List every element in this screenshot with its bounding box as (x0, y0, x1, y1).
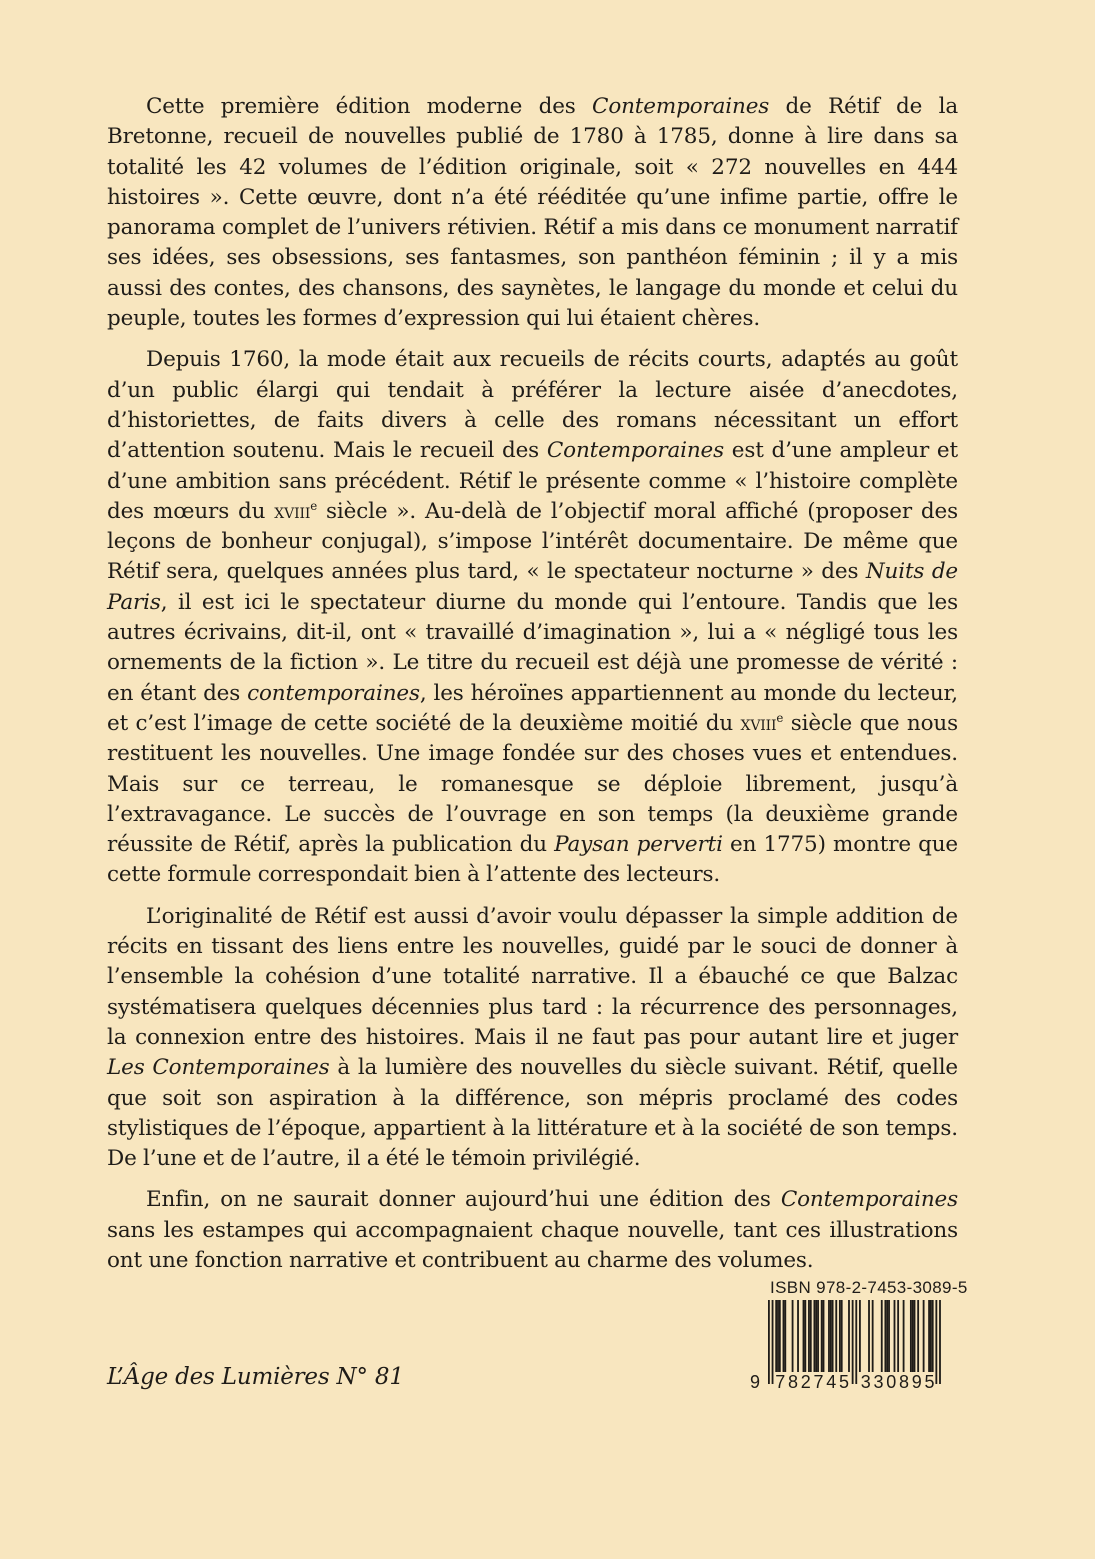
barcode-bar (817, 1300, 819, 1372)
barcode-bar (932, 1300, 934, 1372)
barcode-digit: 7 (813, 1372, 824, 1390)
paragraph-text: à la lumière des nouvelles du siècle suivant. Rétif, quelle que soit son aspiration à la différence, son mépris proclamé des codes stylistiques de l’époque, appartient à la littérature et à la société de son temps. De l’une et de l’autre, il a été le témoin privilégié. (107, 1055, 958, 1172)
barcode-bar (884, 1300, 886, 1372)
barcode-bar (839, 1300, 841, 1372)
barcode-bar (939, 1300, 941, 1384)
barcode-bar (859, 1300, 861, 1372)
back-cover-text (107, 92, 958, 1287)
ean13-barcode (744, 1300, 955, 1390)
barcode-bar (815, 1300, 817, 1372)
barcode-bar (830, 1300, 832, 1372)
barcode-bar (897, 1300, 899, 1372)
barcode-bar (912, 1300, 914, 1372)
barcode-bar (821, 1300, 823, 1372)
superscript-text: e (310, 498, 318, 513)
barcode-bar (804, 1300, 806, 1372)
paragraph-2 (107, 345, 958, 890)
paragraph-text: de Rétif de la Bretonne, recueil de nouvelles publié de 1780 à 1785, donne à lire dans sa totalité les 42 volumes de l’édition originale, soit « 272 nouvelles en 444 histoires ». Cette œuvre, dont n’a été rééditée qu’une infime partie, offre le panorama complet de l’univers rétivien. Rétif a mis dans ce monument narratif ses idées, ses obsessions, ses fantasmes, son panthéon féminin ; il y a mis aussi des contes, des chansons, des saynètes, le langage du monde et celui du peuple, toutes les formes d’expression qui lui étaient chères. (107, 94, 958, 332)
barcode-digit: 7 (775, 1372, 786, 1390)
paragraph-text: Enfin, on ne saurait donner aujourd’hui une édition des (146, 1187, 781, 1213)
series-title: L’Âge des Lumières N° 81 (107, 1364, 404, 1390)
paragraph-text: , il est ici le spectateur diurne du monde qui l’entoure. Tandis que les autres écrivains, dit-il, ont « travaillé d’imagination », lui a « négligé tous les ornements de la fiction ». Le titre du recueil est déjà une promesse de vérité : en étant des (107, 589, 958, 706)
barcode-digit: 3 (873, 1372, 884, 1390)
barcode-digit: 2 (800, 1372, 811, 1390)
italic-text: Contemporaines (592, 94, 770, 119)
barcode-bar (872, 1300, 874, 1372)
barcode-digit: 8 (899, 1372, 910, 1390)
barcode-bar (910, 1300, 912, 1372)
small-caps-text: xviii (274, 499, 311, 523)
barcode-bar (868, 1300, 870, 1372)
paragraph-text: siècle ». Au-delà de l’objectif moral affiché (proposer des leçons de bonheur conjugal), s’impose l’intérêt documentaire. De même que Rétif sera, quelques années plus tard, « le spectateur nocturne » des (107, 498, 959, 585)
barcode-bar (928, 1300, 930, 1372)
italic-text: Paysan perverti (554, 832, 723, 858)
paragraph-text: Cette première édition moderne des (146, 94, 593, 119)
paragraph-text: est d’une ampleur et d’une ambition sans précédent. Rétif le présente comme « l’histoire complète des mœurs du (107, 438, 958, 524)
barcode-bar (777, 1300, 779, 1372)
italic-text: Les Contemporaines (107, 1055, 330, 1081)
barcode-bar (810, 1300, 812, 1372)
paragraph-text: siècle que nous restituent les nouvelles. Une image fondée sur des choses vues et entendues. Mais sur ce terreau, le romanesque se déploie librement, jusqu’à l’extravagance. Le succès de l’ouvrage en son temps (la deuxième grande réussite de Rétif, après la publication du (107, 710, 958, 858)
barcode-bar (784, 1300, 786, 1372)
barcode-bar (783, 1300, 785, 1372)
barcode-bar (852, 1300, 854, 1384)
paragraph-text: en 1775) montre que cette formule correspondait bien à l’attente des lecteurs. (107, 832, 958, 888)
isbn-label: ISBN 978-2-7453-3089-5 (770, 1278, 968, 1297)
paragraph-text: L’originalité de Rétif est aussi d’avoir voulu dépasser la simple addition de récits en tissant des liens entre les nouvelles, guidé par le souci de donner à l’ensemble la cohésion d’une totalité narrative. Il a ébauché ce que Balzac systématisera quelques décennies plus tard : la récurrence des personnages, la connexion entre des histoires. Mais il ne faut pas pour autant lire et juger (107, 903, 958, 1050)
barcode-digit: 3 (860, 1372, 871, 1390)
barcode-bar (779, 1300, 781, 1372)
barcode-bar (828, 1300, 830, 1372)
italic-text: Contemporaines (780, 1187, 958, 1213)
barcode-bar (775, 1300, 777, 1372)
barcode-digit: 8 (788, 1372, 799, 1390)
paragraph-1 (107, 92, 958, 334)
barcode-digit: 5 (924, 1372, 935, 1390)
barcode-bar (848, 1300, 850, 1372)
barcode-bar (835, 1300, 837, 1372)
small-caps-text: xviii (740, 711, 777, 735)
barcode-bar (914, 1300, 916, 1372)
barcode-bar (930, 1300, 932, 1372)
barcode-digit: 5 (838, 1372, 849, 1390)
barcode-bar (888, 1300, 890, 1372)
barcode-digit: 0 (886, 1372, 897, 1390)
superscript-text: e (776, 710, 784, 725)
barcode-digit: 9 (750, 1372, 761, 1390)
barcode-bar (768, 1300, 770, 1384)
barcode-bar (792, 1300, 794, 1372)
isbn-barcode-block (744, 1278, 968, 1390)
barcode-digit: 9 (911, 1372, 922, 1390)
barcode-bar (772, 1300, 774, 1384)
barcode-digit: 4 (826, 1372, 837, 1390)
paragraph-3 (107, 902, 958, 1175)
paragraph-text: sans les estampes qui accompagnaient chaque nouvelle, tant ces illustrations ont une fonction narrative et contribuent au charme des volumes. (107, 1217, 958, 1273)
italic-text: Contemporaines (546, 438, 725, 464)
italic-text: Nuits de Paris (107, 559, 959, 615)
barcode-bar (881, 1300, 883, 1372)
barcode-bar (814, 1300, 816, 1372)
paragraph-text: Depuis 1760, la mode était aux recueils de récits courts, adaptés au goût d’un public élargi qui tendait à préférer la lecture aisée d’anecdotes, d’historiettes, de faits divers à celle des romans nécessitant un effort d’attention soutenu. Mais le recueil des (107, 347, 958, 464)
italic-text: contemporaines (247, 680, 420, 706)
barcode-bar (832, 1300, 834, 1372)
barcode-bar (823, 1300, 825, 1372)
barcode-bar (903, 1300, 905, 1372)
barcode-digits (750, 1372, 935, 1390)
paragraph-4 (107, 1185, 958, 1276)
barcode-bar (923, 1300, 925, 1372)
barcode-bar (803, 1300, 805, 1372)
barcode-bar (855, 1300, 857, 1384)
barcode-bar (894, 1300, 896, 1372)
barcode-bar (808, 1300, 810, 1372)
barcode-bar (797, 1300, 799, 1372)
barcode-bar (841, 1300, 843, 1372)
barcode-bar (917, 1300, 919, 1372)
barcode-bar (886, 1300, 888, 1372)
barcode-bar (935, 1300, 937, 1384)
paragraph-text: , les héroïnes appartiennent au monde du lecteur, et c’est l’image de cette société de la deuxième moitié du (107, 680, 958, 736)
